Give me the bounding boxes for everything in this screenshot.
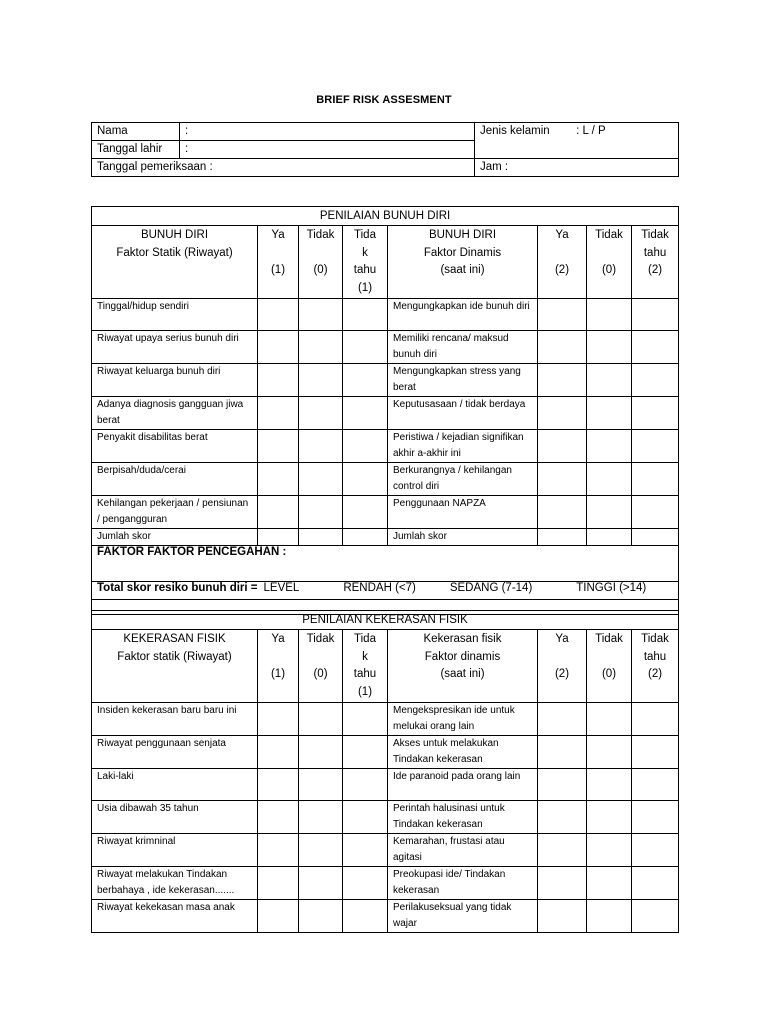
violence-dynamic-ya-header: Ya (2) (538, 630, 587, 703)
table-row (92, 299, 679, 331)
checkbox-cell-tidak-tahu[interactable] (343, 397, 388, 430)
checkbox-cell-tidak[interactable] (299, 331, 343, 364)
checkbox-cell-tidak[interactable] (299, 867, 343, 900)
checkbox-cell-ya[interactable] (258, 299, 299, 331)
checkbox-cell-tidak-tahu[interactable] (343, 496, 388, 529)
checkbox-cell-tidak[interactable] (587, 736, 632, 769)
checkbox-cell-tidak[interactable] (299, 736, 343, 769)
level-mid: SEDANG (7-14) (449, 582, 533, 594)
suicide-static-header: BUNUH DIRI Faktor Statik (Riwayat) (92, 226, 258, 299)
table-row (92, 769, 679, 801)
suicide-dynamic-tidak-header: Tidak (0) (587, 226, 632, 299)
dynamic-factor-label: Memiliki rencana/ maksud bunuh diri (388, 331, 538, 364)
dynamic-factor-label: Mengungkapkan ide bunuh diri (388, 299, 538, 331)
checkbox-cell-tidak-tahu[interactable] (343, 769, 388, 801)
violence-static-tidak-header: Tidak (0) (299, 630, 343, 703)
suicide-section-title: PENILAIAN BUNUH DIRI (92, 207, 679, 226)
dynamic-factor-label: Jumlah skor (388, 529, 538, 546)
static-factor-label: Jumlah skor (92, 529, 258, 546)
checkbox-cell-tidak[interactable] (299, 801, 343, 834)
checkbox-cell-tidak-tahu[interactable] (343, 463, 388, 496)
checkbox-cell-tidak[interactable] (587, 364, 632, 397)
checkbox-cell-ya[interactable] (538, 364, 587, 397)
total-score-label: Total skor resiko bunuh diri = (97, 582, 258, 594)
violence-dynamic-tidak-header: Tidak (0) (587, 630, 632, 703)
checkbox-cell-tidak[interactable] (299, 834, 343, 867)
dynamic-factor-label: Keputusasaan / tidak berdaya (388, 397, 538, 430)
checkbox-cell-ya[interactable] (538, 900, 587, 933)
checkbox-cell-ya[interactable] (258, 703, 299, 736)
checkbox-cell-tidak-tahu[interactable] (632, 364, 679, 397)
violence-assessment-table (91, 610, 679, 933)
checkbox-cell-ya[interactable] (258, 529, 299, 546)
checkbox-cell-tidak-tahu[interactable] (632, 801, 679, 834)
checkbox-cell-tidak[interactable] (587, 430, 632, 463)
checkbox-cell-tidak[interactable] (587, 801, 632, 834)
static-factor-label: Tinggal/hidup sendiri (92, 299, 258, 331)
table-row (92, 397, 679, 430)
level-high: TINGGI (>14) (576, 582, 647, 594)
dynamic-factor-label: Perilakuseksual yang tidak wajar (388, 900, 538, 933)
checkbox-cell-ya[interactable] (538, 703, 587, 736)
table-row (92, 900, 679, 933)
table-row (92, 867, 679, 900)
gender-options[interactable]: : L / P (576, 125, 606, 137)
exam-date-field[interactable]: Tanggal pemeriksaan : (92, 159, 475, 177)
checkbox-cell-tidak-tahu[interactable] (343, 900, 388, 933)
dynamic-factor-label: Kemarahan, frustasi atau agitasi (388, 834, 538, 867)
checkbox-cell-tidak[interactable] (587, 769, 632, 801)
table-row (92, 801, 679, 834)
checkbox-cell-ya[interactable] (258, 769, 299, 801)
checkbox-cell-tidak[interactable] (299, 769, 343, 801)
table-row (92, 331, 679, 364)
static-factor-label: Riwayat penggunaan senjata (92, 736, 258, 769)
static-factor-label: Riwayat keluarga bunuh diri (92, 364, 258, 397)
suicide-static-tidaktahu-header: Tida k tahu (1) (343, 226, 388, 299)
checkbox-cell-tidak-tahu[interactable] (343, 834, 388, 867)
violence-static-tidaktahu-header: Tida k tahu (1) (343, 630, 388, 703)
violence-dynamic-tidaktahu-header: Tidak tahu (2) (632, 630, 679, 703)
checkbox-cell-ya[interactable] (538, 769, 587, 801)
checkbox-cell-tidak-tahu[interactable] (343, 331, 388, 364)
dynamic-factor-label: Peristiwa / kejadian signifikan akhir a-akhir ini (388, 430, 538, 463)
name-field[interactable]: : (180, 123, 475, 141)
checkbox-cell-ya[interactable] (538, 496, 587, 529)
gender-cell[interactable] (475, 123, 679, 159)
checkbox-cell-tidak[interactable] (587, 867, 632, 900)
dynamic-factor-label: Mengungkapkan stress yang berat (388, 364, 538, 397)
table-row (92, 529, 679, 546)
checkbox-cell-ya[interactable] (258, 331, 299, 364)
table-row (92, 463, 679, 496)
checkbox-cell-tidak-tahu[interactable] (632, 529, 679, 546)
checkbox-cell-tidak-tahu[interactable] (343, 801, 388, 834)
checkbox-cell-ya[interactable] (538, 834, 587, 867)
checkbox-cell-tidak[interactable] (299, 299, 343, 331)
gender-label: Jenis kelamin (480, 125, 550, 137)
checkbox-cell-tidak[interactable] (299, 496, 343, 529)
static-factor-label: Laki-laki (92, 769, 258, 801)
checkbox-cell-tidak[interactable] (587, 397, 632, 430)
static-factor-label: Riwayat krimninal (92, 834, 258, 867)
checkbox-cell-tidak-tahu[interactable] (632, 397, 679, 430)
checkbox-cell-tidak[interactable] (299, 703, 343, 736)
suicide-assessment-table (91, 206, 679, 615)
suicide-dynamic-ya-header: Ya (2) (538, 226, 587, 299)
checkbox-cell-ya[interactable] (538, 801, 587, 834)
violence-dynamic-header: Kekerasan fisik Faktor dinamis (saat ini) (388, 630, 538, 703)
checkbox-cell-ya[interactable] (258, 397, 299, 430)
dynamic-factor-label: Penggunaan NAPZA (388, 496, 538, 529)
checkbox-cell-ya[interactable] (258, 463, 299, 496)
checkbox-cell-tidak[interactable] (299, 430, 343, 463)
checkbox-cell-ya[interactable] (538, 463, 587, 496)
checkbox-cell-tidak-tahu[interactable] (343, 299, 388, 331)
time-field[interactable]: Jam : (475, 159, 679, 177)
checkbox-cell-tidak-tahu[interactable] (632, 299, 679, 331)
static-factor-label: Riwayat melakukan Tindakan berbahaya , ide kekerasan....... (92, 867, 258, 900)
violence-static-header: KEKERASAN FISIK Faktor statik (Riwayat) (92, 630, 258, 703)
checkbox-cell-ya[interactable] (258, 801, 299, 834)
checkbox-cell-ya[interactable] (538, 867, 587, 900)
checkbox-cell-tidak-tahu[interactable] (632, 463, 679, 496)
table-row (92, 364, 679, 397)
level-low: RENDAH (<7) (343, 582, 416, 594)
checkbox-cell-tidak-tahu[interactable] (343, 529, 388, 546)
table-row (92, 496, 679, 529)
checkbox-cell-tidak[interactable] (587, 900, 632, 933)
checkbox-cell-tidak-tahu[interactable] (343, 430, 388, 463)
static-factor-label: Penyakit disabilitas berat (92, 430, 258, 463)
checkbox-cell-tidak[interactable] (587, 463, 632, 496)
checkbox-cell-ya[interactable] (258, 736, 299, 769)
dynamic-factor-label: Berkurangnya / kehilangan control diri (388, 463, 538, 496)
static-factor-label: Adanya diagnosis gangguan jiwa berat (92, 397, 258, 430)
checkbox-cell-ya[interactable] (258, 496, 299, 529)
checkbox-cell-tidak-tahu[interactable] (632, 496, 679, 529)
checkbox-cell-ya[interactable] (538, 299, 587, 331)
checkbox-cell-ya[interactable] (258, 430, 299, 463)
checkbox-cell-tidak-tahu[interactable] (632, 900, 679, 933)
static-factor-label: Berpisah/duda/cerai (92, 463, 258, 496)
checkbox-cell-tidak[interactable] (299, 463, 343, 496)
checkbox-cell-tidak[interactable] (587, 529, 632, 546)
table-row (92, 703, 679, 736)
static-factor-label: Insiden kekerasan baru baru ini (92, 703, 258, 736)
checkbox-cell-ya[interactable] (258, 900, 299, 933)
dob-label: Tanggal lahir (92, 141, 180, 159)
checkbox-cell-ya[interactable] (538, 430, 587, 463)
identity-table (91, 122, 679, 177)
checkbox-cell-tidak[interactable] (587, 703, 632, 736)
checkbox-cell-tidak-tahu[interactable] (632, 703, 679, 736)
dynamic-factor-label: Perintah halusinasi untuk Tindakan kekerasan (388, 801, 538, 834)
checkbox-cell-tidak-tahu[interactable] (632, 867, 679, 900)
checkbox-cell-tidak[interactable] (587, 331, 632, 364)
checkbox-cell-tidak-tahu[interactable] (632, 834, 679, 867)
level-label: LEVEL (263, 582, 300, 594)
prevention-factors[interactable]: FAKTOR FAKTOR PENCEGAHAN : (92, 546, 679, 582)
checkbox-cell-tidak[interactable] (299, 397, 343, 430)
table-row (92, 736, 679, 769)
checkbox-cell-tidak[interactable] (587, 299, 632, 331)
checkbox-cell-ya[interactable] (538, 331, 587, 364)
checkbox-cell-tidak-tahu[interactable] (343, 364, 388, 397)
checkbox-cell-tidak-tahu[interactable] (343, 736, 388, 769)
checkbox-cell-tidak-tahu[interactable] (632, 331, 679, 364)
checkbox-cell-tidak-tahu[interactable] (632, 736, 679, 769)
checkbox-cell-tidak[interactable] (299, 900, 343, 933)
dob-field[interactable]: : (180, 141, 475, 159)
checkbox-cell-tidak-tahu[interactable] (343, 867, 388, 900)
checkbox-cell-tidak[interactable] (587, 834, 632, 867)
suicide-static-ya-header: Ya (1) (258, 226, 299, 299)
checkbox-cell-tidak[interactable] (299, 529, 343, 546)
dynamic-factor-label: Preokupasi ide/ Tindakan kekerasan (388, 867, 538, 900)
suicide-dynamic-header: BUNUH DIRI Faktor Dinamis (saat ini) (388, 226, 538, 299)
static-factor-label: Riwayat upaya serius bunuh diri (92, 331, 258, 364)
checkbox-cell-ya[interactable] (258, 364, 299, 397)
checkbox-cell-tidak-tahu[interactable] (343, 703, 388, 736)
checkbox-cell-tidak[interactable] (299, 364, 343, 397)
checkbox-cell-ya[interactable] (538, 736, 587, 769)
violence-static-ya-header: Ya (1) (258, 630, 299, 703)
dynamic-factor-label: Mengekspresikan ide untuk melukai orang lain (388, 703, 538, 736)
table-row (92, 834, 679, 867)
table-row (92, 430, 679, 463)
checkbox-cell-ya[interactable] (258, 867, 299, 900)
name-label: Nama (92, 123, 180, 141)
checkbox-cell-tidak-tahu[interactable] (632, 769, 679, 801)
checkbox-cell-ya[interactable] (258, 834, 299, 867)
checkbox-cell-tidak-tahu[interactable] (632, 430, 679, 463)
checkbox-cell-ya[interactable] (538, 397, 587, 430)
checkbox-cell-ya[interactable] (538, 529, 587, 546)
static-factor-label: Usia dibawah 35 tahun (92, 801, 258, 834)
dynamic-factor-label: Akses untuk melakukan Tindakan kekerasan (388, 736, 538, 769)
document-title: BRIEF RISK ASSESMENT (316, 94, 452, 106)
static-factor-label: Riwayat kekekasan masa anak (92, 900, 258, 933)
dynamic-factor-label: Ide paranoid pada orang lain (388, 769, 538, 801)
total-score-row (92, 582, 679, 600)
suicide-static-tidak-header: Tidak (0) (299, 226, 343, 299)
violence-section-title: PENILAIAN KEKERASAN FISIK (92, 611, 679, 630)
checkbox-cell-tidak[interactable] (587, 496, 632, 529)
suicide-dynamic-tidaktahu-header: Tidak tahu (2) (632, 226, 679, 299)
static-factor-label: Kehilangan pekerjaan / pensiunan / pengangguran (92, 496, 258, 529)
